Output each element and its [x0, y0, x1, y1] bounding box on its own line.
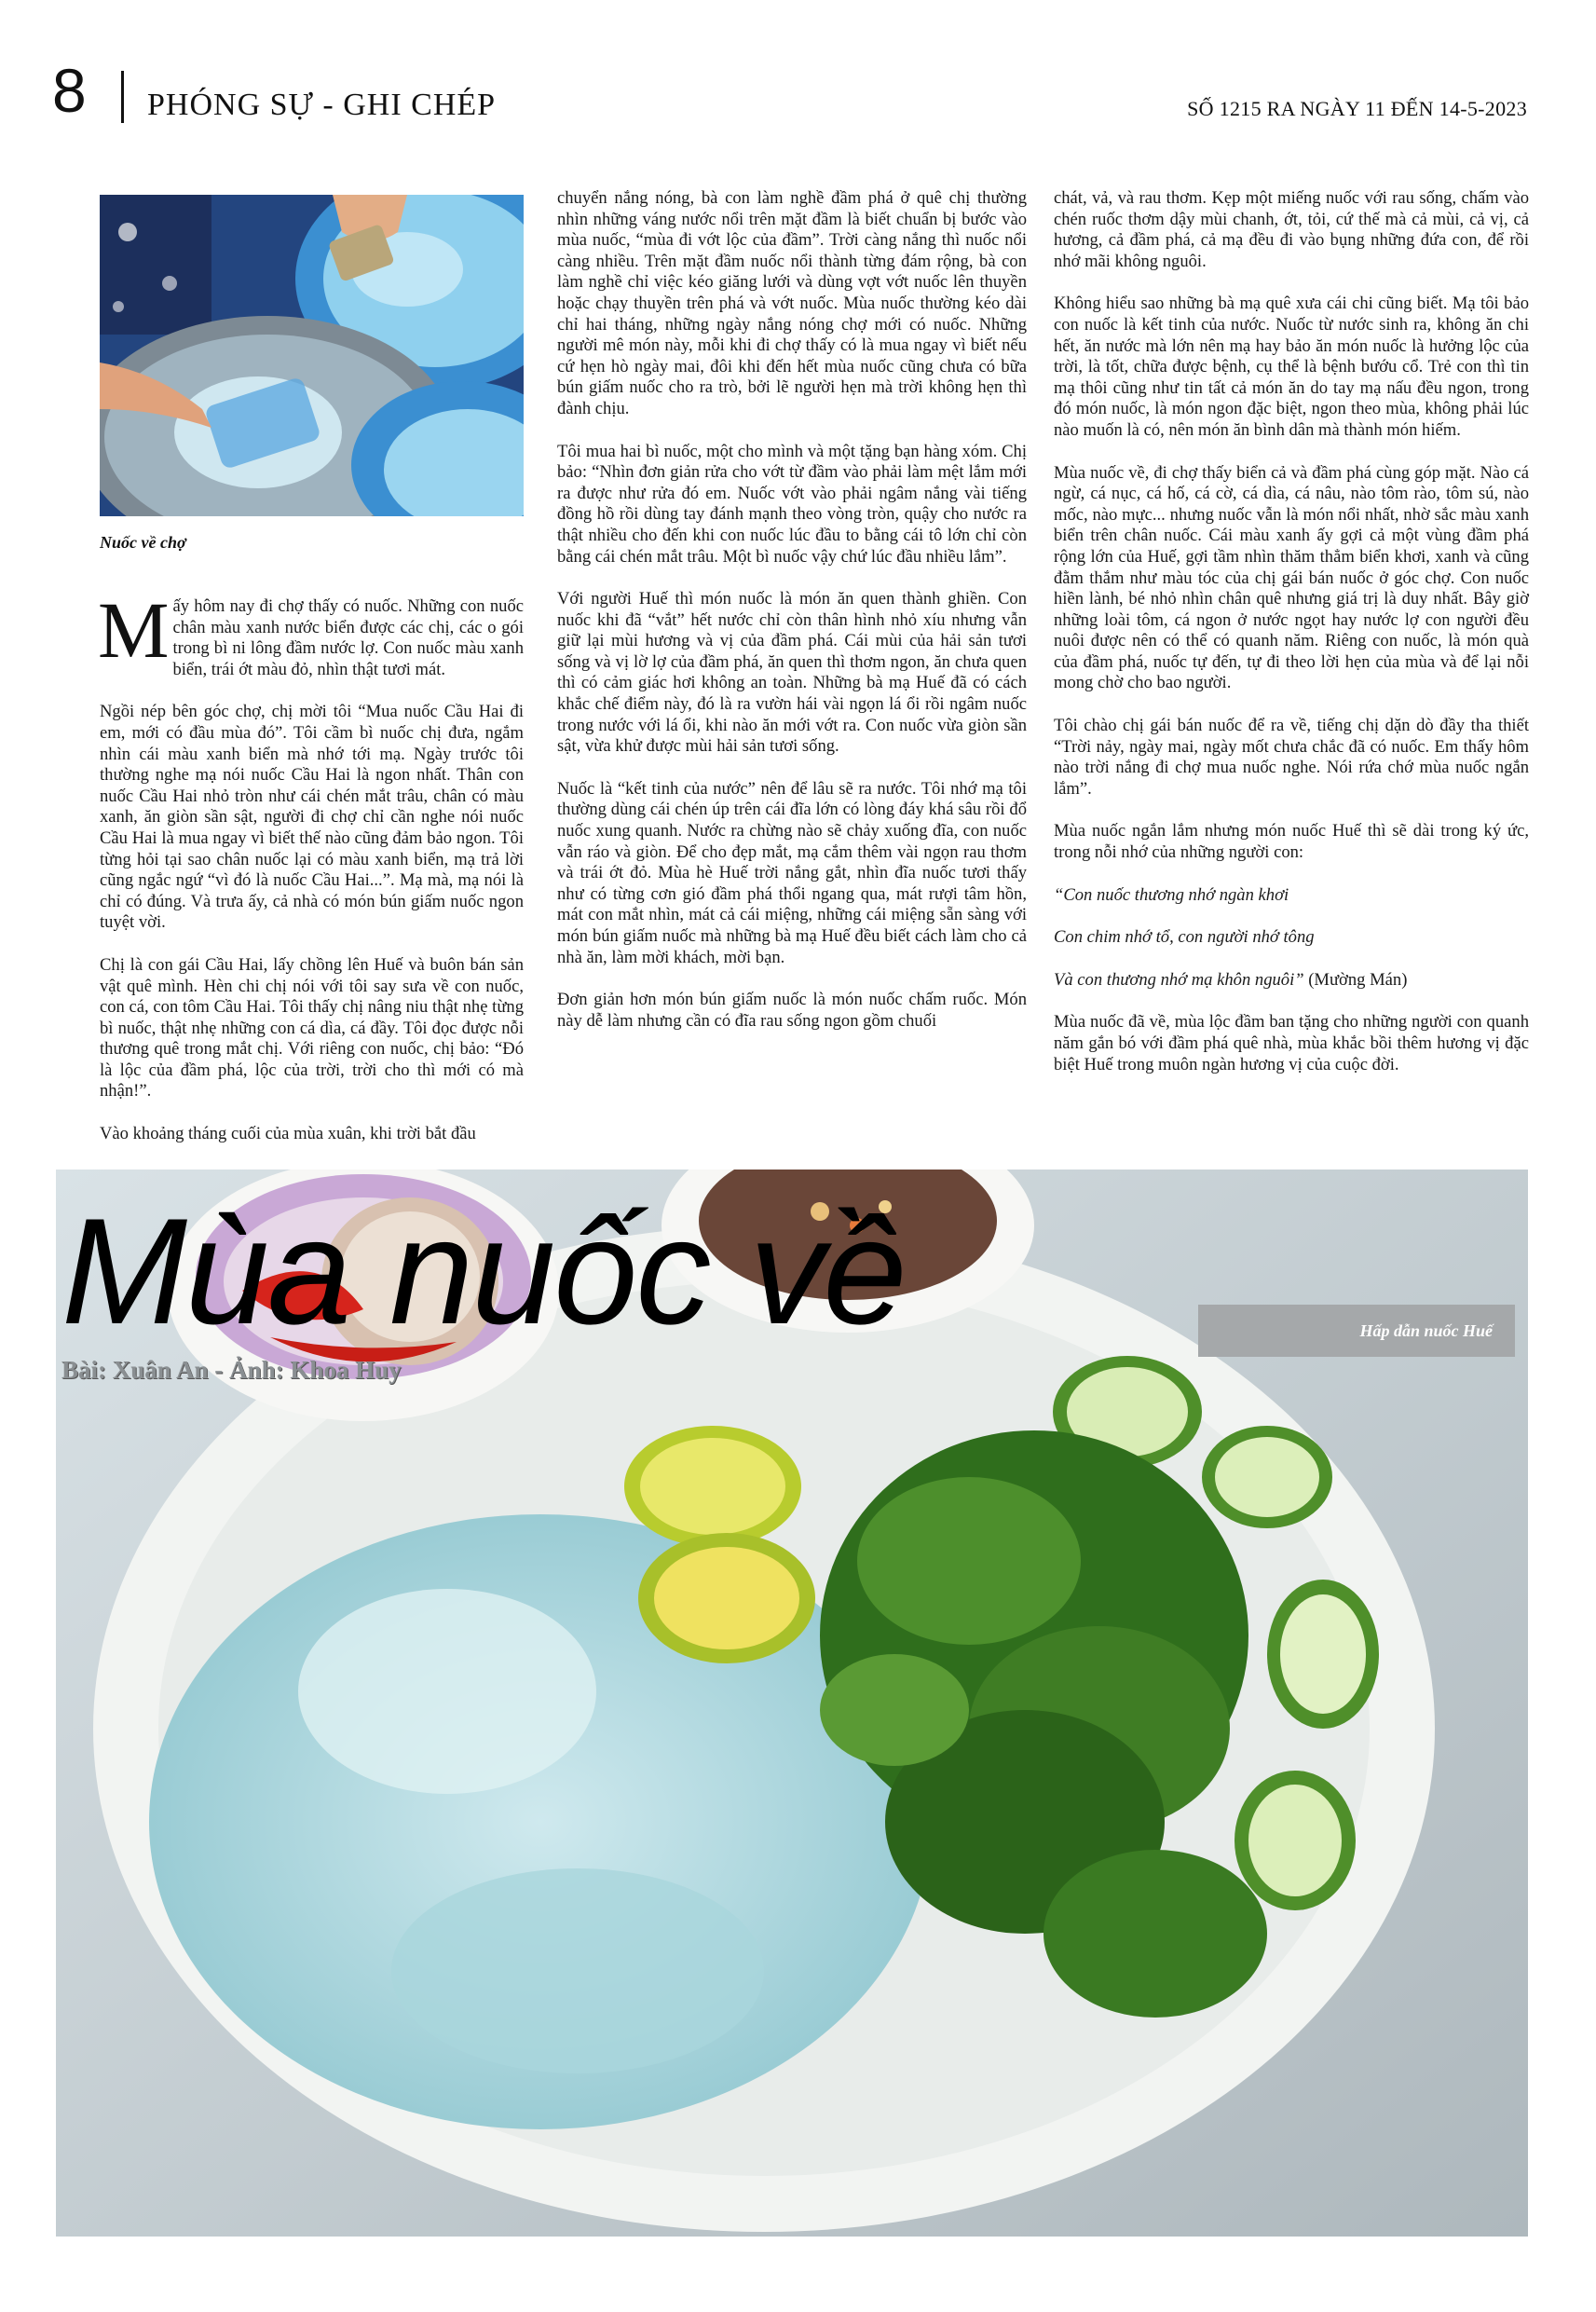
paragraph: Ngồi nép bên góc chợ, chị mời tôi “Mua nuốc Cầu Hai đi em, mới có đầu mùa đó”. Tôi cầm bì nuốc chị đưa, ngắm nhìn cái màu xanh biển mà nhớ tới mạ. Ngày trước tôi thường nghe mạ nói nuốc Cầu Hai là ngon nhất. Thân con nuốc Cầu Hai nhỏ tròn như cái chén mắt trâu, chân có màu xanh, ăn giòn sần sật, người đi chợ chỉ cần nghe nói nuốc Cầu Hai là mua ngay vì biết thế nào cũng đảm bảo ngon. Tôi từng hỏi tại sao chân nuốc lại có màu xanh biển, mạ trả lời cũng ngắc ngứ “vì đó là nuốc Cầu Hai...”. Mạ mà, mạ nói là chỉ có đúng. Và trưa ấy, cả nhà có món bún giấm nuốc ngon tuyệt vời.: [100, 702, 524, 933]
paragraph: Chị là con gái Cầu Hai, lấy chồng lên Huế và buôn bán sản vật quê mình. Hèn chi chị nói với tôi say sưa về con nuốc, con cá, con tôm Cầu Hai. Tôi thấy chị nâng niu thật nhẹ từng bì nuốc, thật nhẹ những con cá dìa, cá đầy. Tôi đọc được nỗi thương quê trong mắt chị. Với riêng con nuốc, chị bảo: “Đó là lộc của đầm phá, lộc của trời, trời cho thì mới có mà nhận!”.: [100, 954, 524, 1101]
poem-line: Con chim nhớ tổ, con người nhớ tông: [1054, 927, 1315, 948]
issue-info: SỐ 1215 RA NGÀY 11 ĐẾN 14-5-2023: [1187, 97, 1527, 120]
header-divider: [121, 71, 124, 123]
page-header: [0, 0, 1596, 186]
poem-line-with-author: [1054, 970, 1529, 992]
paragraph: chuyển nắng nóng, bà con làm nghề đầm phá ở quê chị thường nhìn những váng nước nổi trên mặt đầm là biết chuẩn bị bước vào mùa nuốc, “mùa đi vớt lộc của đầm”. Trời càng nắng thì nuốc nổi càng nhiều. Trên mặt đầm nuốc nổi thành từng đám rộng, bà con làm nghề chỉ việc kéo giăng lưới và dùng vợt vớt nuốc lên thuyền hoặc chạy thuyền trên phá và vớt nuốc. Mùa nuốc thường kéo dài chỉ hai tháng, những ngày nắng nóng chợ mới có nuốc. Những người mê món này, mỗi khi đi chợ thấy có là mua ngay vì biết nếu cứ hẹn hò ngày mai, đôi khi đến hết mùa nuốc cũng chưa có bữa bún giấm nuốc cho ra trò, bởi lẽ người hẹn mà trời không hẹn thì đành chịu.: [557, 188, 1027, 418]
paragraph-text: ấy hôm nay đi chợ thấy có nuốc. Những con nuốc chân màu xanh nước biển được các chị, các o gói trong bì ni lông đầm nước lợ. Con nuốc màu xanh biển, trái ớt màu đỏ, nhìn thật tươi mát.: [172, 596, 524, 679]
paragraph: Với người Huế thì món nuốc là món ăn quen thành ghiền. Con nuốc khi đã “vắt” hết nước chỉ còn thân hình nhỏ xíu nhưng vẫn giữ lại mùi hương và vị của đầm phá. Cái mùi của hải sản tươi sống và vị lờ lợ của đầm phá, ăn quen thì thơm ngon, ăn chưa quen thì có cảm giác hơi không an toàn. Những bà mạ Huế đã có cách khắc chế điểm này, đó là ra vườn hái vài ngọn lá ổi rồi ngâm nuốc trong nước với lá ổi, khi nào ăn mới vớt ra. Con nuốc vừa giòn sần sật, vừa khử được mùi hải sản tươi sống.: [557, 589, 1027, 757]
drop-cap: M: [98, 585, 170, 675]
paragraph: Mùa nuốc về, đi chợ thấy biển cả và đầm phá cùng góp mặt. Nào cá ngừ, cá nục, cá hố, cá cờ, cá dìa, cá nâu, nào tôm rào, tôm sú, nào mốc, nào mực... nhưng nuốc vẫn là món nổi nhất, nhờ sắc màu xanh biển trên chân nuốc. Cái màu xanh ấy gợi cả một vùng đầm phá rộng lớn của Huế, gợi tầm nhìn thăm thẳm biển khơi, xanh và cũng đằm thắm như màu tóc của chị gái bán nuốc ở góc chợ. Con nuốc hiền lành, bé nhỏ nhìn chân quê nhưng giá trị là duy nhất. Bây giờ những loài tôm, cá ngon ở nước ngọt hay nước lợ con người đều nuôi được nên có thể có quanh năm. Riêng con nuốc, là món quà của đầm phá, nuốc tự đến, tự đi theo lời hẹn của mùa và để lại nỗi mong chờ cho bao người.: [1054, 462, 1529, 693]
paragraph: Tôi mua hai bì nuốc, một cho mình và một tặng bạn hàng xóm. Chị bảo: “Nhìn đơn giản rửa cho vớt từ đầm vào phải làm mệt lắm mới ra được như rửa đó em. Nuốc vớt vào phải ngâm nắng vài tiếng đồng hồ rồi dùng tay đánh mạnh theo vòng tròn, quậy cho nước ra thật nhiều cho đến khi con nuốc lúc đầu to bằng cái tô lớn chỉ còn bằng cái chén mắt trâu. Một bì nuốc vậy chứ lúc đầu nhiều lắm”.: [557, 441, 1027, 567]
section-title: PHÓNG SỰ - GHI CHÉP: [147, 88, 497, 122]
market-photo-caption: Nuốc về chợ: [100, 533, 186, 552]
paragraph: Đơn giản hơn món bún giấm nuốc là món nuốc chấm ruốc. Món này dễ làm nhưng cần có đĩa rau sống ngon gồm chuối: [557, 990, 1027, 1031]
paragraph: chát, vả, và rau thơm. Kẹp một miếng nuốc với rau sống, chấm vào chén ruốc thơm dậy mùi chanh, ớt, tỏi, cứ thế mà cả mùi, cả vị, cả hương, cả đầm phá, cả mạ đều đi vào bụng những đứa con, để rồi nhớ mãi không nguôi.: [1054, 188, 1529, 271]
dish-photo-caption: Hấp dẫn nuốc Huế: [1198, 1305, 1515, 1357]
paragraph: Nuốc là “kết tinh của nước” nên để lâu sẽ ra nước. Tôi nhớ mạ tôi thường dùng cái chén úp trên cái đĩa lớn có lòng đáy khá sâu rồi đổ nuốc xung quanh. Nước ra chừng nào sẽ chảy xuống đĩa, con nuốc vẫn ráo và giòn. Để cho đẹp mắt, mạ cắm thêm vài ngọn rau thơm và trái ớt đỏ. Mùa hè Huế trời nắng gắt, nhìn đĩa nuốc tươi thấy như có từng cơn gió đầm phá thổi ngang qua, mát rượi tâm hồn, mát con mắt nhìn, mát cả cái miệng, những cái miệng sẵn sàng với món bún giấm nuốc mà những bà mạ Huế đều biết cách làm cho cả nhà ăn, làm mời khách, mời bạn.: [557, 778, 1027, 967]
market-photo: [100, 195, 524, 516]
poem-line: “Con nuốc thương nhớ ngàn khơi: [1054, 884, 1289, 905]
poem-line: Và con thương nhớ mạ khôn nguôi”: [1054, 969, 1304, 990]
paragraph: Tôi chào chị gái bán nuốc để ra về, tiếng chị dặn dò đầy tha thiết “Trời nảy, ngày mai, ngày mốt chưa chắc đã có nuốc. Em thấy hôm nào trời nắng đi chợ mua nuốc nghe. Nói rứa chớ mùa nuốc ngắn lắm”.: [1054, 716, 1529, 799]
paragraph: Vào khoảng tháng cuối của mùa xuân, khi trời bắt đầu: [100, 1124, 476, 1144]
paragraph: Không hiểu sao những bà mạ quê xưa cái chi cũng biết. Mạ tôi bảo con nuốc là kết tinh của nước. Nuốc từ nước sinh ra, không ăn chi hết, ăn nước mà lớn nên mạ hay bảo ăn món nuốc là hưởng lộc của trời, là tốt, chữa được bệnh, cụ thể là bệnh bướu cổ. Trẻ con thì tin mạ thôi cũng như tin tất cả món ăn do tay mạ nấu đều ngon, trong đó món nuốc, là món ngon đặc biệt, ngon theo mùa, không phải lúc nào muốn là có, nên món ăn bình dân mà thành món hiếm.: [1054, 294, 1529, 440]
article-column-2: [557, 188, 1027, 1053]
article-column-1: [98, 585, 524, 1167]
page-number: 8: [52, 56, 87, 125]
paragraph: Mùa nuốc đã về, mùa lộc đầm ban tặng cho những người con quanh năm gắn bó với đầm phá quê nhà, mùa khắc bồi thêm hương vị đặc biệt Huế trong muôn ngàn hương vị của cuộc đời.: [1054, 1012, 1529, 1074]
paragraph: [98, 585, 524, 680]
paragraph: Mùa nuốc ngắn lắm nhưng món nuốc Huế thì sẽ dài trong ký ức, trong nỗi nhớ của những người con:: [1054, 821, 1529, 863]
article-column-3: [1054, 188, 1529, 1097]
poem-author: (Mường Mán): [1303, 969, 1408, 990]
byline: Bài: Xuân An - Ảnh: Khoa Huy: [61, 1356, 402, 1384]
article-title: Mùa nuốc về: [61, 1187, 906, 1356]
market-photo-illustration: [100, 195, 524, 516]
